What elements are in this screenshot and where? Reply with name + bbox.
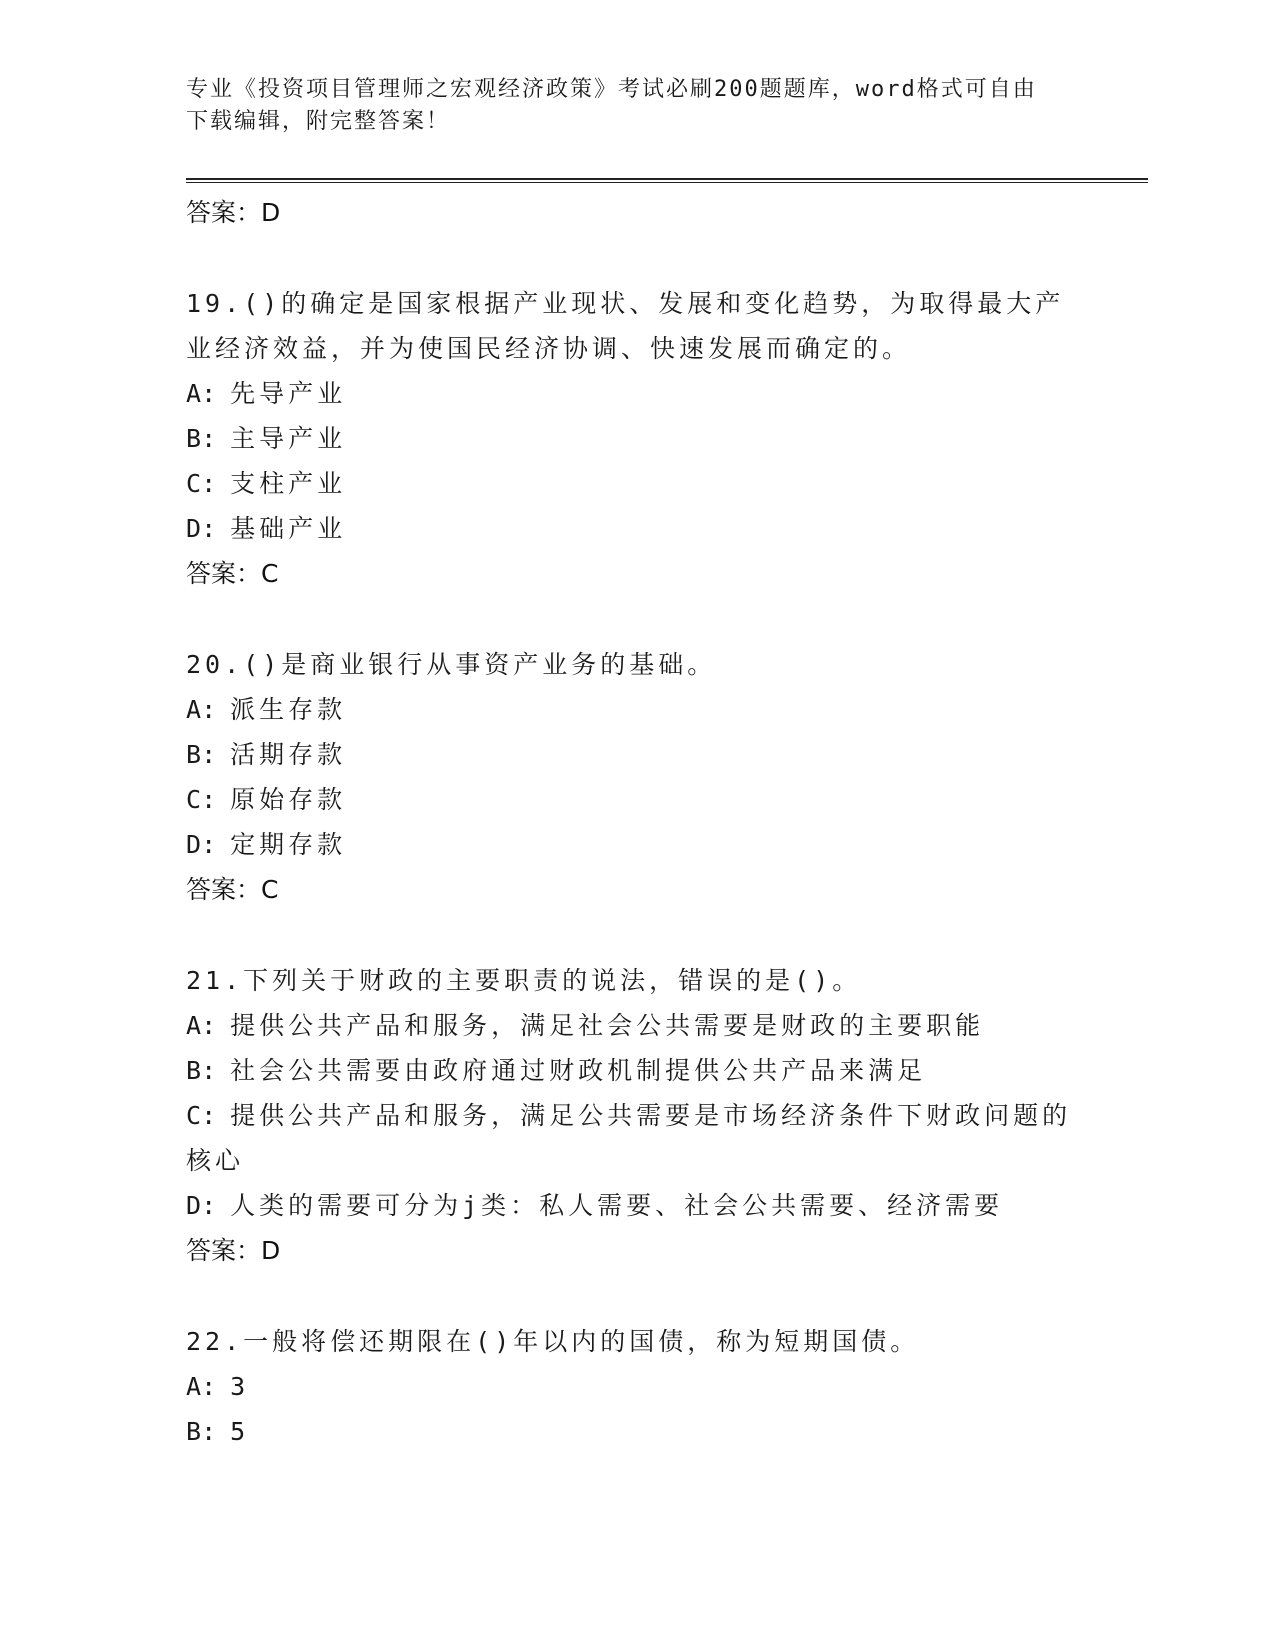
- option-letter: C: [186, 785, 202, 814]
- option-text: 人类的需要可分为j类：私人需要、社会公共需要、经济需要: [230, 1191, 1004, 1220]
- option-b: B: 社会公共需要由政府通过财政机制提供公共产品来满足: [186, 1056, 927, 1085]
- option-text: 先导产业: [230, 379, 347, 408]
- answer-line: 答案：D: [186, 1236, 281, 1265]
- option-letter: A: [186, 379, 202, 408]
- header-divider: [186, 178, 1148, 183]
- answer-line: 答案：D: [186, 198, 281, 227]
- option-letter: B: [186, 1056, 202, 1085]
- option-text: 社会公共需要由政府通过财政机制提供公共产品来满足: [230, 1056, 927, 1085]
- option-letter: B: [186, 1417, 202, 1446]
- option-b: B: 5: [186, 1417, 250, 1446]
- option-letter: C: [186, 1101, 202, 1130]
- option-text: 活期存款: [230, 740, 347, 769]
- option-text: 5: [230, 1417, 250, 1446]
- option-d: D: 人类的需要可分为j类：私人需要、社会公共需要、经济需要: [186, 1191, 1004, 1220]
- option-letter: D: [186, 830, 202, 859]
- option-letter: A: [186, 695, 202, 724]
- option-c: C: 支柱产业: [186, 469, 347, 498]
- option-letter: B: [186, 424, 202, 453]
- option-a: A: 3: [186, 1372, 250, 1401]
- option-text: 提供公共产品和服务，满足公共需要是市场经济条件下财政问题的核心: [186, 1101, 1072, 1175]
- document-body: [186, 190, 1086, 1454]
- question-stem: 19.()的确定是国家根据产业现状、发展和变化趋势，为取得最大产业经济效益，并为使国民经济协调、快速发展而确定的。: [186, 289, 1065, 363]
- option-text: 原始存款: [230, 785, 347, 814]
- option-letter: A: [186, 1011, 202, 1040]
- option-c: C: 原始存款: [186, 785, 347, 814]
- answer-line: 答案：C: [186, 559, 279, 588]
- option-a: A: 派生存款: [186, 695, 347, 724]
- question-21: [186, 958, 1086, 1273]
- option-d: D: 定期存款: [186, 830, 347, 859]
- question-22: [186, 1319, 1086, 1454]
- question-19: [186, 281, 1086, 596]
- option-letter: C: [186, 469, 202, 498]
- page-header: [186, 74, 1066, 138]
- option-text: 基础产业: [230, 514, 347, 543]
- option-a: A: 先导产业: [186, 379, 347, 408]
- question-20: [186, 642, 1086, 912]
- option-text: 支柱产业: [230, 469, 347, 498]
- option-c: C: 提供公共产品和服务，满足公共需要是市场经济条件下财政问题的核心: [186, 1101, 1072, 1175]
- option-a: A: 提供公共产品和服务，满足社会公共需要是财政的主要职能: [186, 1011, 985, 1040]
- option-text: 派生存款: [230, 695, 347, 724]
- question-stem: 22.一般将偿还期限在()年以内的国债，称为短期国债。: [186, 1327, 920, 1356]
- option-letter: D: [186, 1191, 202, 1220]
- option-text: 提供公共产品和服务，满足社会公共需要是财政的主要职能: [230, 1011, 985, 1040]
- option-text: 3: [230, 1372, 250, 1401]
- option-text: 主导产业: [230, 424, 347, 453]
- option-letter: B: [186, 740, 202, 769]
- option-text: 定期存款: [230, 830, 347, 859]
- answer-line: 答案：C: [186, 875, 279, 904]
- option-b: B: 主导产业: [186, 424, 347, 453]
- option-d: D: 基础产业: [186, 514, 347, 543]
- option-letter: D: [186, 514, 202, 543]
- question-stem: 20.()是商业银行从事资产业务的基础。: [186, 650, 717, 679]
- header-line-1: 专业《投资项目管理师之宏观经济政策》考试必刷200题题库，word格式可自由: [186, 77, 1037, 102]
- option-b: B: 活期存款: [186, 740, 347, 769]
- header-line-2: 下载编辑，附完整答案！: [186, 109, 451, 134]
- option-letter: A: [186, 1372, 202, 1401]
- question-stem: 21.下列关于财政的主要职责的说法，错误的是()。: [186, 966, 862, 995]
